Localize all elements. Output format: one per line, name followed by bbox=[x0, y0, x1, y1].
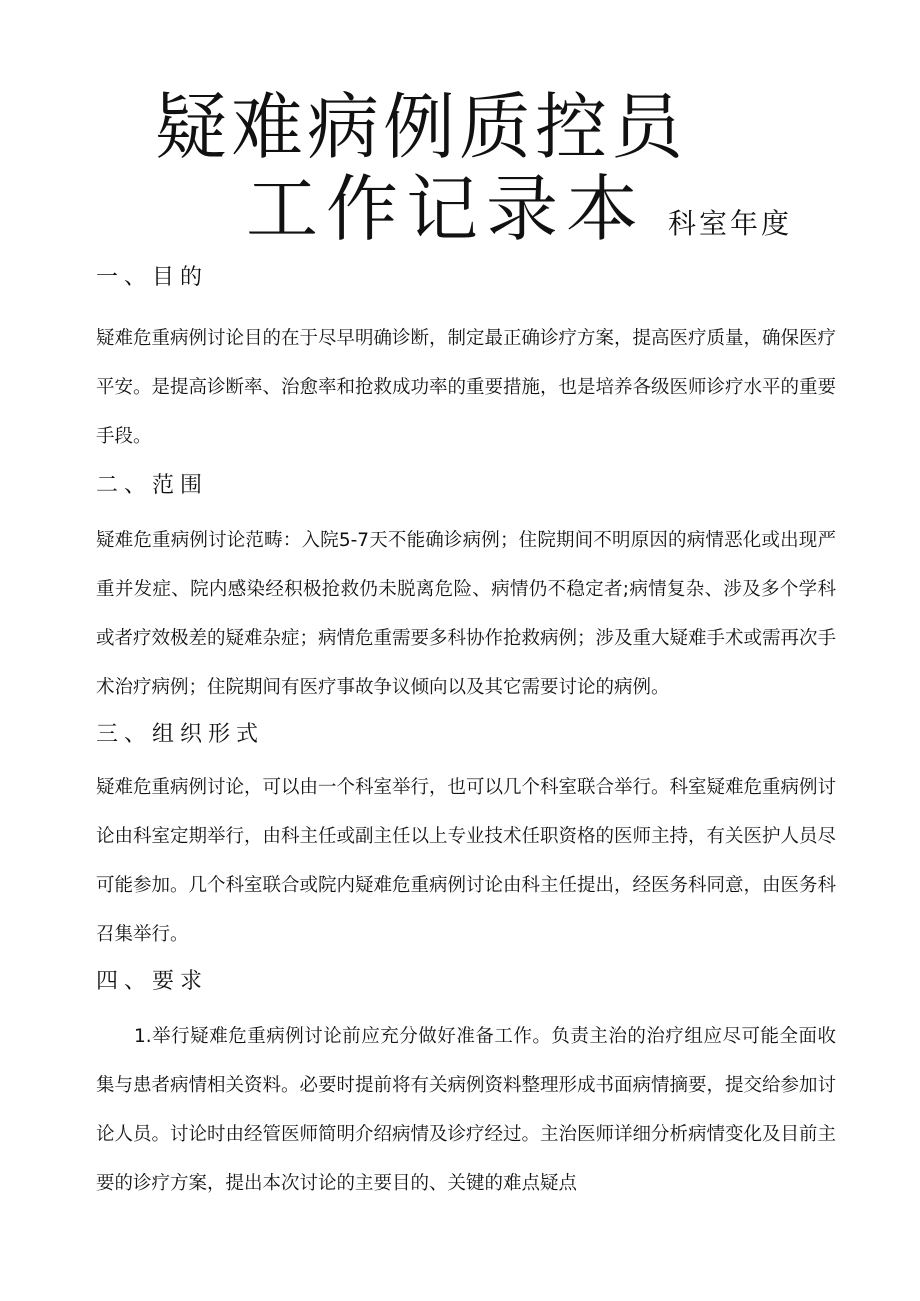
section-body-organization: 疑难危重病例讨论，可以由一个科室举行，也可以几个科室联合举行。科室疑难危重病例讨论由科室定期举行，由科主任或副主任以上专业技术任职资格的医师主持，有关医护人员尽可能参加。几个科室联合或院内疑难危重病例讨论由科主任提出，经医务科同意，由医务科召集举行。 bbox=[96, 777, 837, 945]
document-title-suffix: 科室年度 bbox=[668, 207, 793, 240]
section-heading-requirements: 四、要求 bbox=[96, 969, 209, 994]
document-title-line-2: 工作记录本 bbox=[246, 167, 647, 251]
section-body-purpose: 疑难危重病例讨论目的在于尽早明确诊断，制定最正确诊疗方案，提高医疗质量，确保医疗平安。是提高诊断率、治愈率和抢救成功率的重要措施，也是培养各级医师诊疗水平的重要手段。 bbox=[96, 328, 837, 447]
document-title-line-1: 疑难病例质控员 bbox=[155, 85, 688, 169]
section-heading-organization: 三、组织形式 bbox=[96, 722, 265, 747]
section-heading-scope: 二、范围 bbox=[96, 473, 209, 498]
section-body-requirements: 1.举行疑难危重病例讨论前应充分做好准备工作。负责主治的治疗组应尽可能全面收集与患者病情相关资料。必要时提前将有关病例资料整理形成书面病情摘要，提交给参加讨论人员。讨论时由经管医师简明介绍病情及诊疗经过。主治医师详细分析病情变化及目前主要的诊疗方案，提出本次讨论的主要目的、关键的难点疑点 bbox=[96, 1026, 837, 1194]
document-body bbox=[96, 258, 836, 1208]
section-heading-purpose: 一、目的 bbox=[96, 265, 209, 290]
section-body-scope: 疑难危重病例讨论范畴：入院5-7天不能确诊病例；住院期间不明原因的病情恶化或出现严重并发症、院内感染经积极抢救仍未脱离危险、病情仍不稳定者;病情复杂、涉及多个学科或者疗效极差的疑难杂症；病情危重需要多科协作抢救病例；涉及重大疑难手术或需再次手术治疗病例；住院期间有医疗事故争议倾向以及其它需要讨论的病例。 bbox=[96, 530, 837, 698]
